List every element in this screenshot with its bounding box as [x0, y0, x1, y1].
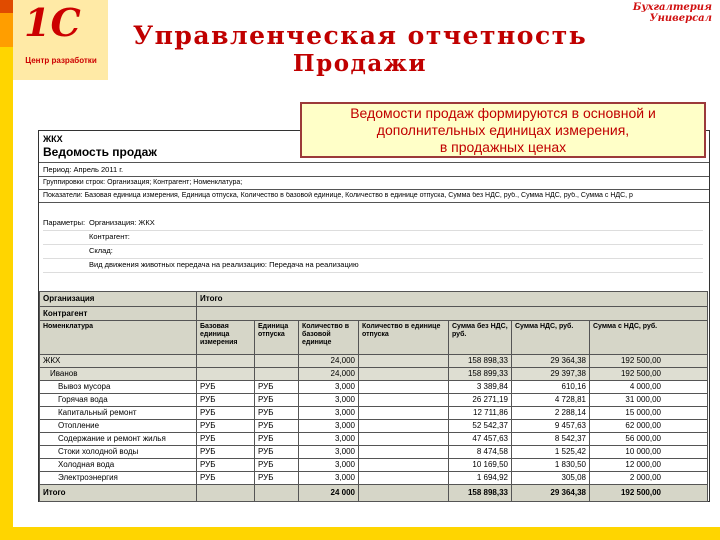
col-sum-vat: Сумма с НДС, руб. — [590, 321, 708, 354]
row-cell: РУБ — [255, 459, 299, 471]
table-row — [40, 394, 708, 407]
table-row — [40, 472, 708, 485]
row-cell — [197, 368, 255, 380]
row-cell: 8 474,58 — [449, 446, 512, 458]
row-cell — [197, 485, 255, 501]
row-cell: РУБ — [197, 407, 255, 419]
row-label: Холодная вода — [40, 459, 197, 471]
parameters-label: Параметры: — [43, 218, 86, 227]
table-row — [40, 355, 708, 368]
parameter-value: Склад: — [89, 246, 113, 255]
row-cell: 158 898,33 — [449, 485, 512, 501]
row-cell: 610,16 — [512, 381, 590, 393]
report-org-name: ЖКХ — [43, 134, 63, 144]
row-cell: 31 000,00 — [590, 394, 708, 406]
row-cell: 4 728,81 — [512, 394, 590, 406]
col-nomenclature: Номенклатура — [40, 321, 197, 354]
logo-subtitle: Центр разработки — [25, 56, 97, 65]
callout-line1: Ведомости продаж формируются в основной и — [350, 104, 656, 121]
separator — [39, 176, 709, 177]
row-cell: 56 000,00 — [590, 433, 708, 445]
row-cell — [359, 433, 449, 445]
callout-note — [300, 102, 706, 158]
row-cell — [197, 355, 255, 367]
row-cell: 29 364,38 — [512, 355, 590, 367]
row-cell — [359, 381, 449, 393]
row-cell: 3,000 — [299, 407, 359, 419]
row-cell — [359, 394, 449, 406]
row-cell: 4 000,00 — [590, 381, 708, 393]
parameter-row — [43, 231, 703, 245]
row-cell: 2 288,14 — [512, 407, 590, 419]
col-vat: Сумма НДС, руб. — [512, 321, 590, 354]
row-cell: РУБ — [197, 394, 255, 406]
table-org-label: Организация — [40, 292, 197, 306]
title-line2: Продажи — [292, 50, 428, 77]
table-org-value: Итого — [197, 292, 708, 306]
frame-accent-red — [0, 0, 13, 13]
row-label: Отопление — [40, 420, 197, 432]
row-cell: 3,000 — [299, 381, 359, 393]
row-cell: 24 000 — [299, 485, 359, 501]
row-cell: РУБ — [197, 433, 255, 445]
table-row — [40, 433, 708, 446]
row-cell: 47 457,63 — [449, 433, 512, 445]
separator — [39, 162, 709, 163]
row-cell: РУБ — [255, 407, 299, 419]
row-cell: 192 500,00 — [590, 368, 708, 380]
row-cell — [255, 368, 299, 380]
parameter-value: Контрагент: — [89, 232, 130, 241]
report-groupings: Группировки строк: Организация; Контрагент; Номенклатура; — [43, 179, 243, 186]
row-cell: 1 525,42 — [512, 446, 590, 458]
row-cell: 29 364,38 — [512, 485, 590, 501]
title-line1: Управленческая отчетность — [132, 21, 588, 50]
separator — [39, 202, 709, 203]
slide-title — [100, 22, 620, 76]
row-cell: 3,000 — [299, 394, 359, 406]
row-cell: 29 397,38 — [512, 368, 590, 380]
row-label: Стоки холодной воды — [40, 446, 197, 458]
1c-logo-icon: 1С — [24, 0, 81, 45]
row-cell — [359, 368, 449, 380]
row-label: Капитальный ремонт — [40, 407, 197, 419]
row-label: Горячая вода — [40, 394, 197, 406]
row-label: Содержание и ремонт жилья — [40, 433, 197, 445]
row-cell — [359, 485, 449, 501]
parameter-row — [43, 245, 703, 259]
parameters-label — [43, 245, 89, 258]
frame-accent-orange — [0, 13, 13, 47]
report-period: Период: Апрель 2011 г. — [43, 165, 124, 174]
row-cell: 305,08 — [512, 472, 590, 484]
table-contragent-value — [197, 307, 708, 320]
report-indicators: Показатели: Базовая единица измерения, Единица отпуска, Количество в базовой единице, Количество в единице отпуска, Сумма без НДС, руб., Сумма НДС, руб., Сумма с НДС, р — [43, 192, 633, 199]
table-header-row — [40, 321, 708, 355]
row-cell: 1 830,50 — [512, 459, 590, 471]
row-cell: 3,000 — [299, 420, 359, 432]
row-cell: 192 500,00 — [590, 485, 708, 501]
row-cell: РУБ — [197, 446, 255, 458]
row-cell — [359, 420, 449, 432]
row-cell: 1 694,92 — [449, 472, 512, 484]
row-cell: РУБ — [255, 433, 299, 445]
table-row — [40, 381, 708, 394]
row-cell: 3,000 — [299, 446, 359, 458]
row-label: Вывоз мусора — [40, 381, 197, 393]
row-cell: 3,000 — [299, 433, 359, 445]
table-contragent-row — [40, 307, 708, 321]
row-cell: 158 898,33 — [449, 355, 512, 367]
table-row — [40, 485, 708, 502]
table-row — [40, 368, 708, 381]
callout-line3: в продажных ценах — [439, 138, 567, 155]
col-base-unit: Базовая единица измерения — [197, 321, 255, 354]
row-label: Иванов — [40, 368, 197, 380]
row-cell: РУБ — [197, 472, 255, 484]
row-cell: РУБ — [255, 381, 299, 393]
table-org-row — [40, 292, 708, 307]
brand-mark — [596, 2, 712, 24]
parameter-value: Вид движения животных передача на реализацию: Передача на реализацию — [89, 260, 359, 269]
row-cell: 8 542,37 — [512, 433, 590, 445]
frame-left-stripe — [0, 0, 13, 540]
table-row — [40, 420, 708, 433]
row-cell: 10 169,50 — [449, 459, 512, 471]
row-cell: 24,000 — [299, 355, 359, 367]
table-contragent-label: Контрагент — [40, 307, 197, 320]
report-table — [39, 291, 708, 502]
row-cell: 3,000 — [299, 459, 359, 471]
col-issue-unit: Единица отпуска — [255, 321, 299, 354]
row-cell: 9 457,63 — [512, 420, 590, 432]
row-cell: 24,000 — [299, 368, 359, 380]
row-cell: РУБ — [255, 394, 299, 406]
row-cell: 12 000,00 — [590, 459, 708, 471]
row-label: ЖКХ — [40, 355, 197, 367]
row-cell: РУБ — [255, 420, 299, 432]
report-table-body — [40, 355, 708, 502]
table-row — [40, 459, 708, 472]
parameters-label — [43, 259, 89, 272]
row-label: Электроэнергия — [40, 472, 197, 484]
report-title: Ведомость продаж — [43, 145, 157, 159]
row-label: Итого — [40, 485, 197, 501]
row-cell — [255, 355, 299, 367]
row-cell: РУБ — [197, 420, 255, 432]
row-cell: РУБ — [197, 381, 255, 393]
col-qty-issue: Количество в единице отпуска — [359, 321, 449, 354]
parameter-row — [43, 259, 703, 273]
row-cell: 10 000,00 — [590, 446, 708, 458]
row-cell — [359, 446, 449, 458]
parameters-label — [43, 231, 89, 244]
parameter-row — [43, 217, 703, 231]
separator — [39, 189, 709, 190]
table-row — [40, 446, 708, 459]
col-qty-base: Количество в базовой единице — [299, 321, 359, 354]
brand-line1: Бухгалтерия — [632, 2, 712, 13]
report-window — [38, 130, 710, 502]
row-cell: 3 389,84 — [449, 381, 512, 393]
row-cell: 12 711,86 — [449, 407, 512, 419]
row-cell: РУБ — [255, 446, 299, 458]
row-cell: 52 542,37 — [449, 420, 512, 432]
row-cell — [359, 355, 449, 367]
row-cell: 3,000 — [299, 472, 359, 484]
row-cell: 62 000,00 — [590, 420, 708, 432]
row-cell: 192 500,00 — [590, 355, 708, 367]
row-cell — [359, 472, 449, 484]
row-cell: 158 899,33 — [449, 368, 512, 380]
parameter-value: Организация: ЖКХ — [89, 218, 155, 227]
row-cell — [359, 407, 449, 419]
row-cell: 26 271,19 — [449, 394, 512, 406]
brand-line2: Универсал — [649, 13, 712, 24]
parameters-block — [43, 217, 703, 273]
row-cell: 15 000,00 — [590, 407, 708, 419]
table-row — [40, 407, 708, 420]
callout-line2: дополнительных единицах измерения, — [376, 121, 630, 138]
row-cell — [255, 485, 299, 501]
frame-bottom-stripe — [0, 527, 720, 540]
row-cell: РУБ — [197, 459, 255, 471]
row-cell: 2 000,00 — [590, 472, 708, 484]
row-cell — [359, 459, 449, 471]
col-sum-no-vat: Сумма без НДС, руб. — [449, 321, 512, 354]
row-cell: РУБ — [255, 472, 299, 484]
